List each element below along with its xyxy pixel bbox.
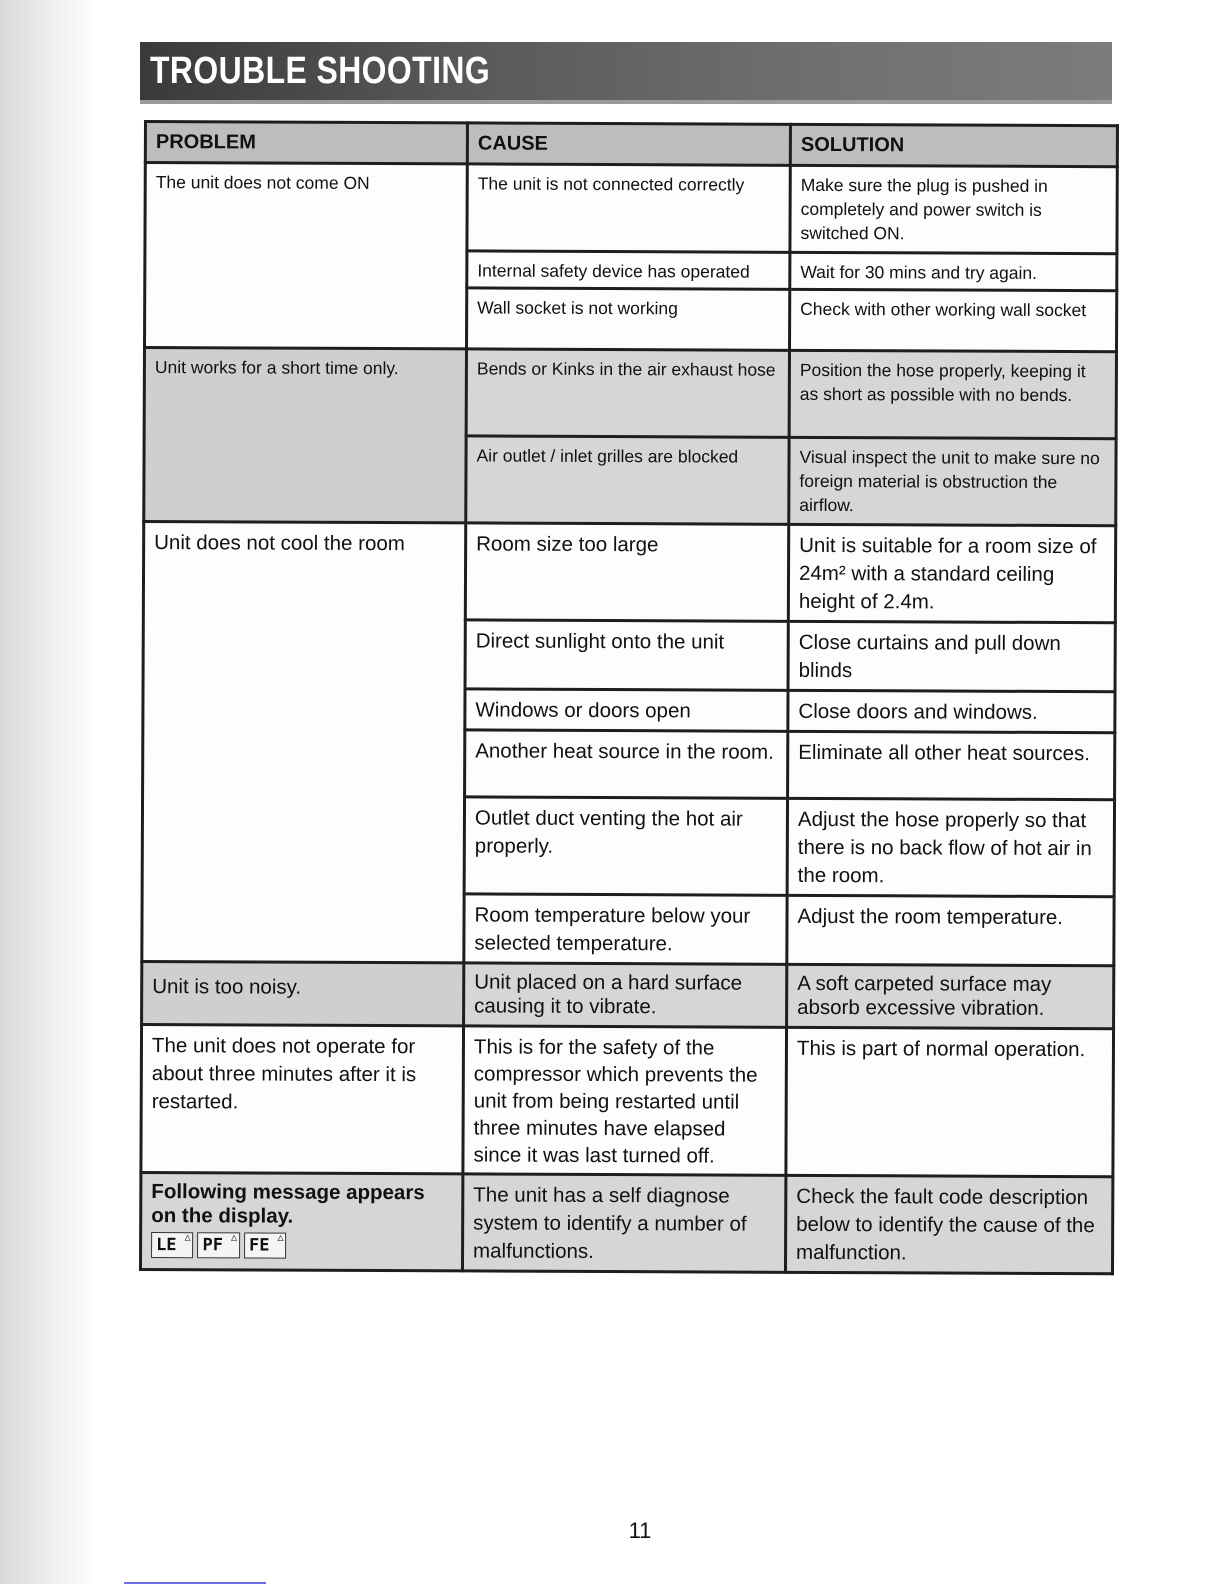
problem-cell: The unit does not come ON <box>145 163 468 349</box>
cause-cell: Room temperature below your selected temperature. <box>464 894 787 964</box>
cause-cell: Another heat source in the room. <box>465 730 788 798</box>
warning-icon: △ <box>231 1232 238 1244</box>
solution-cell: This is part of normal operation. <box>786 1027 1114 1176</box>
cause-cell: Room size too large <box>465 523 788 621</box>
cause-cell: Bends or Kinks in the air exhaust hose <box>466 349 789 437</box>
table-row <box>145 163 1117 254</box>
solution-cell: Check the fault code description below to identify the cause of the malfunction. <box>785 1175 1112 1273</box>
problem-cell: Unit is too noisy. <box>142 961 464 1025</box>
solution-cell: Wait for 30 mins and try again. <box>790 252 1117 290</box>
solution-cell: Close doors and windows. <box>788 690 1115 732</box>
solution-cell: Adjust the hose properly so that there is no back flow of hot air in the room. <box>787 798 1114 896</box>
cause-cell: Unit placed on a hard surface causing it to vibrate. <box>464 963 787 1027</box>
header-solution: SOLUTION <box>790 124 1117 166</box>
table-row <box>144 348 1116 439</box>
table-row <box>140 1172 1112 1273</box>
problem-cell <box>140 1172 462 1270</box>
header-cause: CAUSE <box>467 123 790 165</box>
solution-cell: A soft carpeted surface may absorb excessive vibration. <box>787 964 1114 1028</box>
solution-cell: Eliminate all other heat sources. <box>788 731 1115 799</box>
page-title: TROUBLE SHOOTING <box>150 50 491 92</box>
fault-code-le: LE △ <box>151 1232 194 1258</box>
fault-code-pf: PF △ <box>198 1232 241 1258</box>
cause-cell: The unit has a self diagnose system to identify a number of malfunctions. <box>462 1174 785 1272</box>
cause-cell: The unit is not connected correctly <box>467 164 790 252</box>
cause-cell: Wall socket is not working <box>467 288 790 350</box>
solution-cell: Close curtains and pull down blinds <box>788 621 1115 691</box>
table-row <box>142 961 1114 1028</box>
solution-cell: Position the hose properly, keeping it as short as possible with no bends. <box>789 350 1116 438</box>
warning-icon: △ <box>184 1232 191 1244</box>
solution-cell: Make sure the plug is pushed in completely and power switch is switched ON. <box>790 165 1117 253</box>
cause-cell: This is for the safety of the compressor which prevents the unit from being restarted until three minutes have elapsed since it was last turned off. <box>463 1026 787 1175</box>
solution-cell: Unit is suitable for a room size of 24m² with a standard ceiling height of 2.4m. <box>788 524 1115 622</box>
problem-cell: The unit does not operate for about three minutes after it is restarted. <box>141 1024 464 1173</box>
page-number: 11 <box>628 1518 652 1543</box>
cause-cell: Outlet duct venting the hot air properly. <box>464 797 787 895</box>
fault-code-row <box>151 1232 453 1259</box>
solution-cell: Adjust the room temperature. <box>787 895 1114 965</box>
cause-cell: Internal safety device has operated <box>467 251 790 289</box>
scan-shadow <box>0 0 98 1584</box>
problem-line-2: on the display. <box>151 1204 294 1228</box>
fault-code-fe: FE △ <box>244 1232 287 1258</box>
table-row <box>141 1024 1114 1176</box>
table-row <box>143 522 1115 623</box>
cause-cell: Direct sunlight onto the unit <box>465 620 788 690</box>
solution-cell: Visual inspect the unit to make sure no foreign material is obstruction the airflow. <box>789 437 1116 525</box>
table-header-row <box>145 122 1117 167</box>
problem-line-1: Following message appears <box>151 1180 425 1205</box>
problem-cell: Unit works for a short time only. <box>144 348 467 523</box>
warning-icon: △ <box>277 1232 284 1244</box>
troubleshooting-table <box>139 120 1119 1275</box>
cause-cell: Air outlet / inlet grilles are blocked <box>466 436 789 524</box>
problem-cell: Unit does not cool the room <box>142 522 466 963</box>
title-banner <box>140 42 1112 104</box>
cause-cell: Windows or doors open <box>465 689 788 731</box>
solution-cell: Check with other working wall socket <box>790 289 1117 351</box>
header-problem: PROBLEM <box>145 122 467 164</box>
